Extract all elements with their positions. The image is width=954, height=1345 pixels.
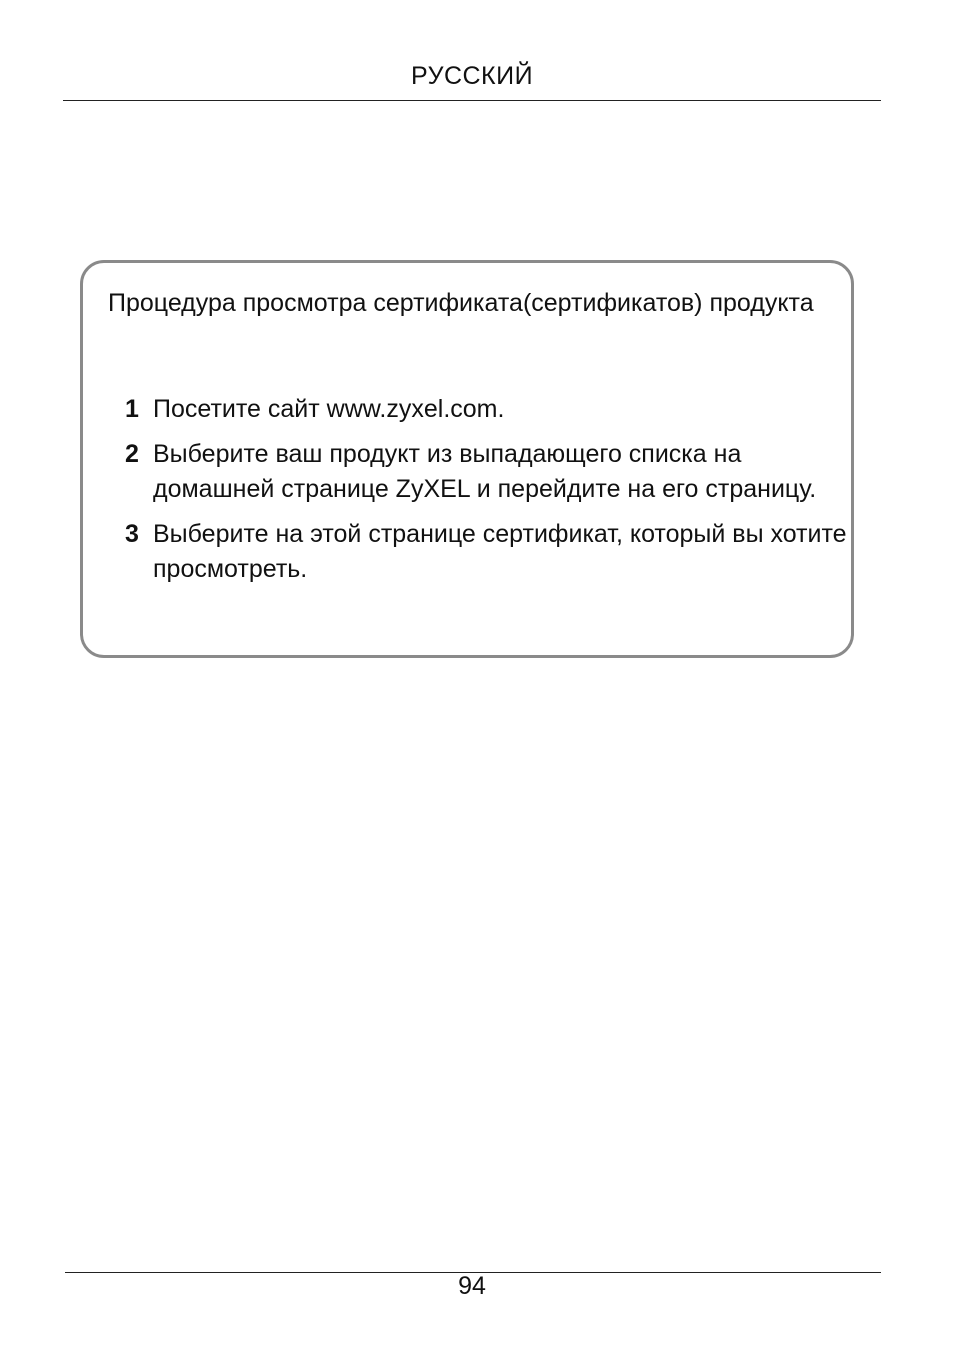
procedure-title: Процедура просмотра сертификата(сертификатов) продукта [108, 289, 814, 317]
step-number: 3 [125, 520, 139, 548]
procedure-steps [108, 392, 848, 597]
header-divider [63, 100, 881, 101]
step-text: Посетите сайт www.zyxel.com. [153, 395, 505, 423]
page-number: 94 [458, 1272, 486, 1300]
page-header-title: РУССКИЙ [410, 62, 534, 90]
step-number: 2 [125, 440, 139, 468]
step-number: 1 [125, 395, 139, 423]
procedure-step [108, 437, 848, 507]
step-text: Выберите на этой странице сертификат, который вы хотите просмотреть. [153, 520, 847, 583]
step-text: Выберите ваш продукт из выпадающего списка на домашней странице ZyXEL и перейдите на его страницу. [153, 440, 817, 503]
procedure-step [108, 392, 848, 427]
procedure-step [108, 517, 848, 587]
